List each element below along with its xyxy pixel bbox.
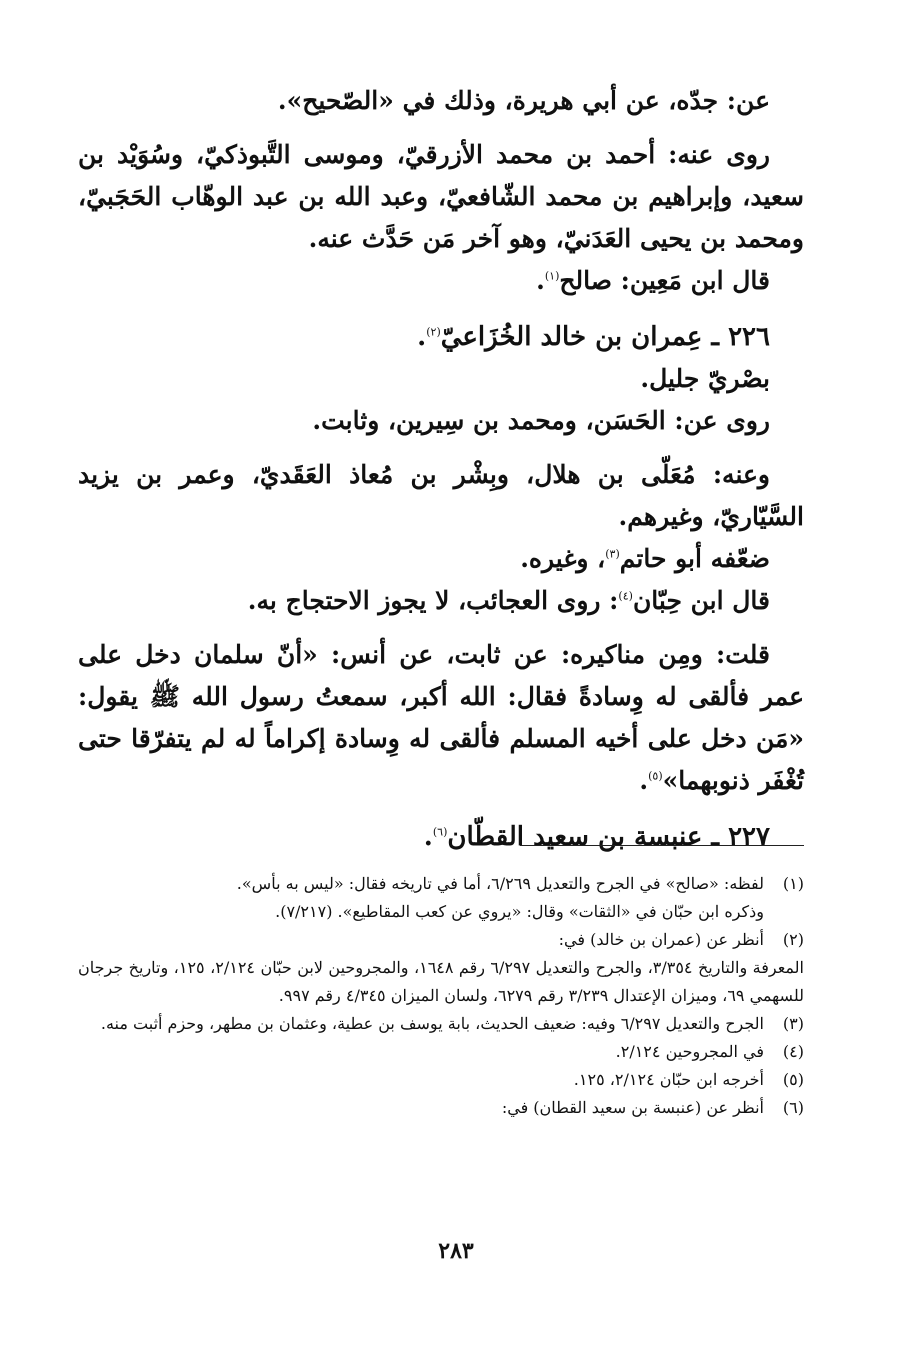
entry-title-end: . (423, 822, 433, 852)
footnote-5 (78, 1066, 804, 1094)
text-span: قال ابن مَعِين: صالح (559, 266, 770, 295)
text-line (78, 538, 804, 580)
footnote-ref[interactable]: (٥) (648, 769, 663, 783)
footnote-ref[interactable]: (٣) (605, 547, 620, 561)
footnote-number: (١) (782, 874, 804, 893)
footnote-ref[interactable]: (١) (544, 269, 560, 283)
text-span: . (639, 766, 649, 795)
entry-title-text: ٢٢٦ ـ عِمران بن خالد الخُزَاعيّ (440, 322, 770, 352)
footnote-ref[interactable]: (٦) (432, 825, 448, 839)
footnote-body (78, 1094, 764, 1122)
footnote-number: (٢) (782, 930, 804, 949)
text-line: روى عن: الحَسَن، ومحمد بن سِيرين، وثابت. (312, 406, 770, 435)
footnote-text: أنظر عن (عنبسة بن سعيد القطان) في: (501, 1098, 764, 1117)
footnote-body (78, 1010, 764, 1038)
entry-title-end: . (417, 322, 427, 352)
text-span: قلت: ومِن مناكيره: عن ثابت، عن أنس: «أنّ سلمان دخل على عمر فألقى له وِسادةً فقال: الله أكبر، سمعتُ رسول الله ﷺ يقول: «مَن دخل على أخيه المسلم فألقى له وِسادة إكراماً له لم يتفرّقا حتى تُغْفَر ذنوبهما» (78, 640, 804, 795)
footnote-3 (78, 1010, 804, 1038)
text-line (78, 580, 804, 622)
footnote-number: (٥) (782, 1070, 804, 1089)
footnote-text: الجرح والتعديل ٦/٢٩٧ وفيه: ضعيف الحديث، بابة يوسف بن عطية، وعثمان بن مطهر، وحزم أثبت منه. (100, 1014, 764, 1033)
footnote-body (78, 1038, 764, 1066)
footnote-body (78, 870, 764, 926)
text-line: قال ابن مَعِين: صالح$^{(١)}$. (536, 266, 770, 295)
footnotes (78, 870, 804, 1122)
text-line: عن: جدّه، عن أبي هريرة، وذلك في «الصّحيح». (277, 86, 770, 115)
footnote-number: (٤) (782, 1042, 804, 1061)
text-span: ضعّفه أبو حاتم (619, 544, 770, 573)
entry-title-227 (78, 816, 804, 858)
entry-title-226 (78, 316, 804, 358)
text-paragraph: وعنه: مُعَلّى بن هلال، وبِشْر بن مُعاذ العَقَديّ، وعمر بن يزيد السَّيّاريّ، وغيرهم. (78, 460, 804, 531)
footnote-text: لفظه: «صالح» في الجرح والتعديل ٦/٢٦٩، أما في تاريخه فقال: «ليس به بأس». (236, 874, 764, 893)
footnote-divider (520, 845, 804, 846)
footnote-ref[interactable]: (٢) (426, 325, 441, 339)
text-span: ، وغيره. (520, 544, 606, 573)
footnote-ref[interactable]: (٤) (618, 589, 633, 603)
footnote-body (78, 926, 764, 954)
main-text (78, 80, 804, 858)
text-span: قال ابن حِبّان (632, 586, 770, 615)
text-paragraph (78, 634, 804, 802)
footnote-2 (78, 926, 804, 954)
footnote-text: وذكره ابن حبّان في «الثقات» وقال: «يروي عن كعب المقاطيع». (٧/٢١٧). (275, 902, 764, 921)
footnote-number: (٣) (782, 1014, 804, 1033)
footnote-text: أخرجه ابن حبّان ٢/١٢٤، ١٢٥. (573, 1070, 764, 1089)
footnote-number: (٦) (782, 1098, 804, 1117)
text-span: : روى العجائب، لا يجوز الاحتجاج به. (247, 586, 619, 615)
text-paragraph: روى عنه: أحمد بن محمد الأزرقيّ، وموسى التَّبوذكيّ، وسُوَيْد بن سعيد، وإبراهيم بن محمد الشّافعيّ، وعبد الله بن عبد الوهّاب الحَجَبيّ، ومحمد بن يحيى العَدَنيّ، وهو آخر مَن حَدَّث عنه. (78, 140, 804, 253)
entry-title-text: ٢٢٧ ـ عنبسة بن سعيد القطّان (447, 822, 770, 852)
footnote-4 (78, 1038, 804, 1066)
footnote-text: أنظر عن (عمران بن خالد) في: (558, 930, 764, 949)
page-number: ٢٨٣ (438, 1238, 474, 1264)
footnote-body (78, 1066, 764, 1094)
footnote-text: في المجروحين ٢/١٢٤. (615, 1042, 764, 1061)
footnote-1 (78, 870, 804, 926)
footnote-6 (78, 1094, 804, 1122)
footnote-text: المعرفة والتاريخ ٣/٣٥٤، والجرح والتعديل ٦/٢٩٧ رقم ١٦٤٨، والمجروحين لابن حبّان ٢/١٢٤، ١٢٥، وتاريخ جرجان للسهمي ٦٩، وميزان الإعتدال ٣/٢٣٩ رقم ٦٢٧٩، ولسان الميزان ٤/٣٤٥ رقم ٩٩٧. (78, 958, 804, 1005)
text-line: بصْريّ جليل. (640, 364, 770, 393)
